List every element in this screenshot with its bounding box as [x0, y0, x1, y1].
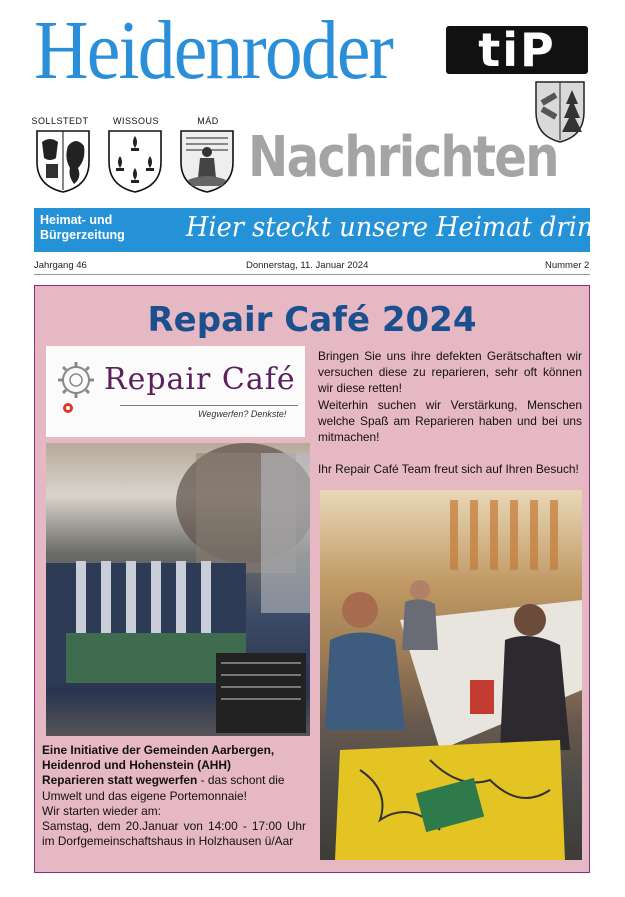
gear-icon [56, 360, 100, 420]
caption-slogan-line [42, 773, 306, 803]
intro-paragraph-2: Weiterhin suchen wir Verstärkung, Menschen welche Spaß am Reparieren haben und bei uns mitmachen! [318, 397, 582, 445]
repair-cafe-logo-tagline: Wegwerfen? Denkste! [198, 409, 287, 419]
issue-number: Nummer 2 [545, 260, 590, 271]
masthead-slogan: Hier steckt unsere Heimat drin! [186, 212, 604, 243]
crest-label-sollstedt: SOLLSTEDT [31, 116, 89, 126]
photo-electronics-repair [46, 443, 310, 736]
caption-rest: - das schont die Umwelt und das eigene Portemonnaie! [42, 773, 285, 803]
article-intro [318, 348, 582, 477]
issue-date: Donnerstag, 11. Januar 2024 [246, 260, 369, 271]
photo-repair-workshop [320, 490, 582, 860]
caption-bold-lead: Reparieren statt wegwerfen [42, 773, 198, 788]
wissous-crest-icon [106, 128, 164, 194]
sollstedt-crest-icon [34, 128, 92, 194]
masthead-subtitle: Heimat- und Bürgerzeitung [40, 213, 125, 242]
crest-label-wissous: WISSOUS [112, 116, 159, 126]
issue-volume: Jahrgang 46 [34, 260, 87, 271]
caption-initiative: Eine Initiative der Gemeinden Aarbergen, Heidenrod und Hohenstein (AHH) [42, 743, 275, 773]
intro-paragraph-3: Ihr Repair Café Team freut sich auf Ihren Besuch! [318, 462, 579, 477]
masthead-title-top: Heidenroder [34, 4, 393, 97]
logo-underline [120, 405, 298, 406]
intro-paragraph-1: Bringen Sie uns ihre defekten Gerätschaften wir versuchen diese zu reparieren, sehr oft können wir diese retten! [318, 349, 582, 396]
divider [34, 274, 590, 275]
article-headline: Repair Café 2024 [147, 300, 477, 340]
crest-label-mad: MÁD [197, 116, 219, 126]
masthead-title-bottom: Nachrichten [248, 125, 558, 190]
caption-start: Wir starten wieder am: [42, 803, 161, 818]
repair-cafe-logo-text: Repair Café [104, 362, 296, 397]
tip-logo: tiP [446, 26, 588, 74]
caption-date-venue: Samstag, dem 20.Januar von 14:00 - 17:00 Uhr im Dorfgemeinschaftshaus in Holzhausen ü/Aar [42, 819, 306, 849]
mad-crest-icon [178, 128, 236, 194]
photo-electronics-illustration [46, 443, 310, 736]
photo-workshop-illustration [320, 490, 582, 860]
article-caption [42, 743, 306, 849]
